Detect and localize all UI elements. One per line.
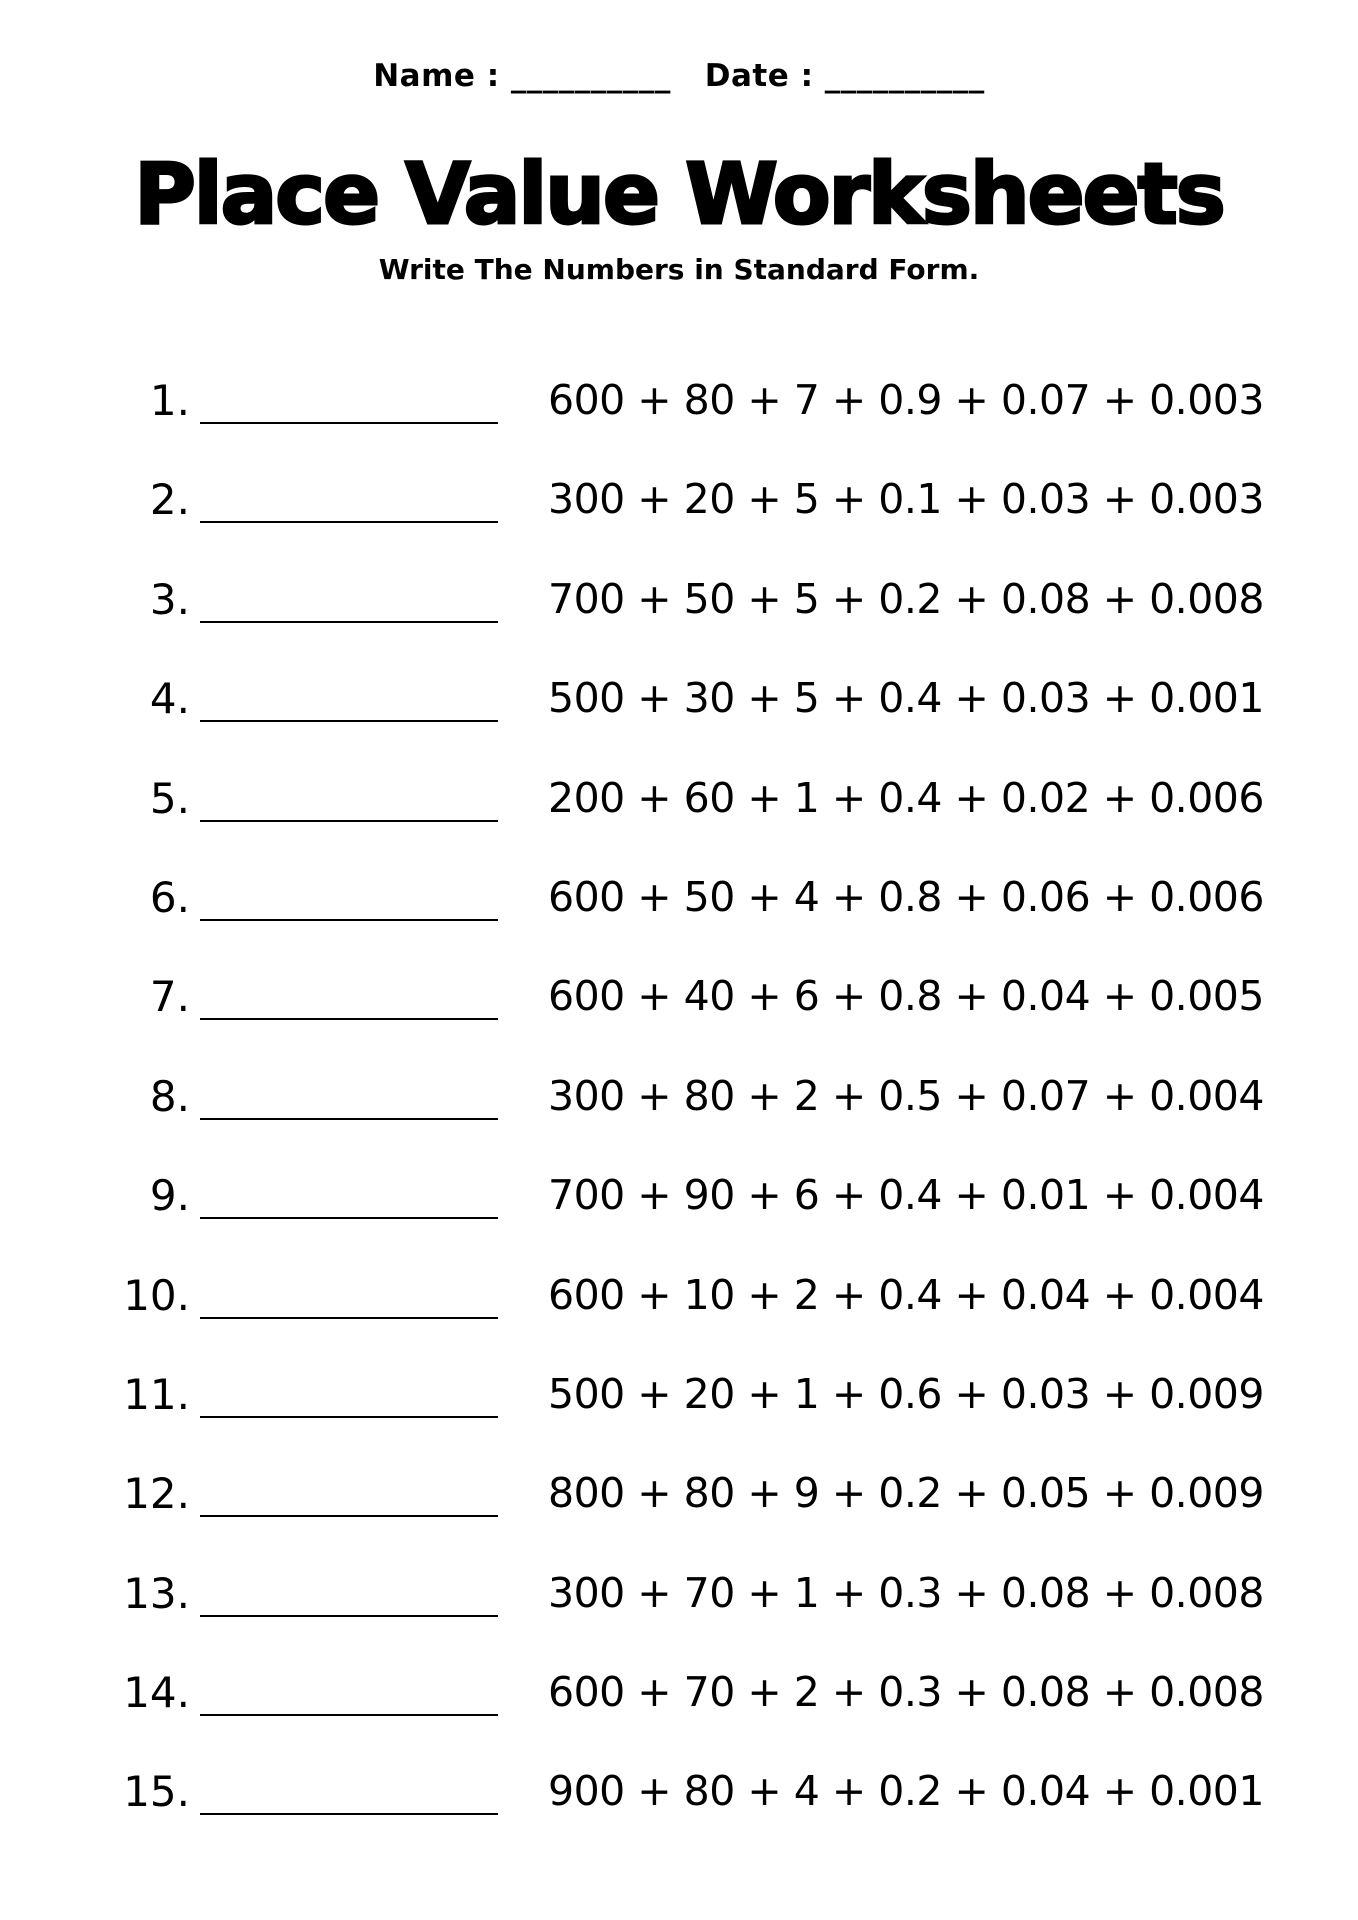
problem-number: 3. (149, 574, 190, 624)
problem-expression: 300 + 80 + 2 + 0.5 + 0.07 + 0.004 (548, 1071, 1264, 1120)
problem-row (0, 471, 1358, 570)
problem-number: 7. (149, 972, 190, 1022)
name-field-label: Name : __________ (373, 58, 671, 94)
problem-row (0, 1465, 1358, 1564)
answer-blank[interactable] (200, 1813, 498, 1815)
problem-expression: 600 + 70 + 2 + 0.3 + 0.08 + 0.008 (548, 1668, 1264, 1717)
problem-expression: 900 + 80 + 4 + 0.2 + 0.04 + 0.001 (548, 1767, 1264, 1816)
problem-number: 5. (149, 773, 190, 823)
problem-number: 9. (149, 1171, 190, 1221)
page-title: Place Value Worksheets (134, 145, 1224, 243)
problem-number: 1. (149, 376, 190, 425)
answer-blank[interactable] (200, 1118, 498, 1120)
answer-blank[interactable] (200, 1515, 498, 1517)
name-date-header (0, 58, 1358, 94)
page-subtitle: Write The Numbers in Standard Form. (378, 253, 980, 286)
problem-number: 12. (123, 1469, 190, 1519)
problem-row (0, 1068, 1358, 1167)
answer-blank[interactable] (200, 521, 498, 523)
problem-expression: 500 + 30 + 5 + 0.4 + 0.03 + 0.001 (548, 674, 1264, 723)
answer-blank[interactable] (200, 1217, 498, 1219)
answer-blank[interactable] (200, 1714, 498, 1716)
problem-number: 8. (149, 1071, 190, 1121)
problem-row (0, 869, 1358, 968)
problem-expression: 600 + 50 + 4 + 0.8 + 0.06 + 0.006 (548, 872, 1264, 921)
problem-number: 11. (123, 1369, 190, 1419)
problem-expression: 700 + 90 + 6 + 0.4 + 0.01 + 0.004 (548, 1171, 1264, 1220)
date-field-label: Date : __________ (704, 58, 985, 94)
answer-blank[interactable] (200, 919, 498, 921)
problem-row (0, 968, 1358, 1067)
problem-number: 13. (123, 1568, 190, 1618)
problem-number: 6. (149, 872, 190, 922)
problem-row (0, 1267, 1358, 1366)
problem-number: 15. (123, 1767, 190, 1817)
problem-list (0, 372, 1358, 1863)
problem-row (0, 372, 1358, 471)
problem-expression: 200 + 60 + 1 + 0.4 + 0.02 + 0.006 (548, 773, 1264, 822)
problem-expression: 800 + 80 + 9 + 0.2 + 0.05 + 0.009 (548, 1469, 1264, 1518)
problem-row (0, 1664, 1358, 1763)
problem-expression: 600 + 80 + 7 + 0.9 + 0.07 + 0.003 (548, 376, 1264, 424)
answer-blank[interactable] (200, 422, 498, 424)
answer-blank[interactable] (200, 1416, 498, 1418)
problem-row (0, 670, 1358, 769)
problem-expression: 600 + 10 + 2 + 0.4 + 0.04 + 0.004 (548, 1270, 1264, 1319)
answer-blank[interactable] (200, 1317, 498, 1319)
problem-number: 2. (149, 475, 190, 525)
problem-number: 10. (123, 1270, 190, 1320)
problem-row (0, 1167, 1358, 1266)
problem-expression: 300 + 70 + 1 + 0.3 + 0.08 + 0.008 (548, 1568, 1264, 1617)
problem-number: 14. (123, 1668, 190, 1718)
answer-blank[interactable] (200, 1018, 498, 1020)
answer-blank[interactable] (200, 1615, 498, 1617)
problem-number: 4. (149, 674, 190, 724)
problem-row (0, 770, 1358, 869)
answer-blank[interactable] (200, 621, 498, 623)
problem-row (0, 571, 1358, 670)
problem-row (0, 1763, 1358, 1862)
problem-row (0, 1366, 1358, 1465)
answer-blank[interactable] (200, 820, 498, 822)
problem-expression: 500 + 20 + 1 + 0.6 + 0.03 + 0.009 (548, 1369, 1264, 1418)
answer-blank[interactable] (200, 720, 498, 722)
problem-row (0, 1565, 1358, 1664)
problem-expression: 700 + 50 + 5 + 0.2 + 0.08 + 0.008 (548, 574, 1264, 623)
problem-expression: 300 + 20 + 5 + 0.1 + 0.03 + 0.003 (548, 475, 1264, 524)
problem-expression: 600 + 40 + 6 + 0.8 + 0.04 + 0.005 (548, 972, 1264, 1021)
